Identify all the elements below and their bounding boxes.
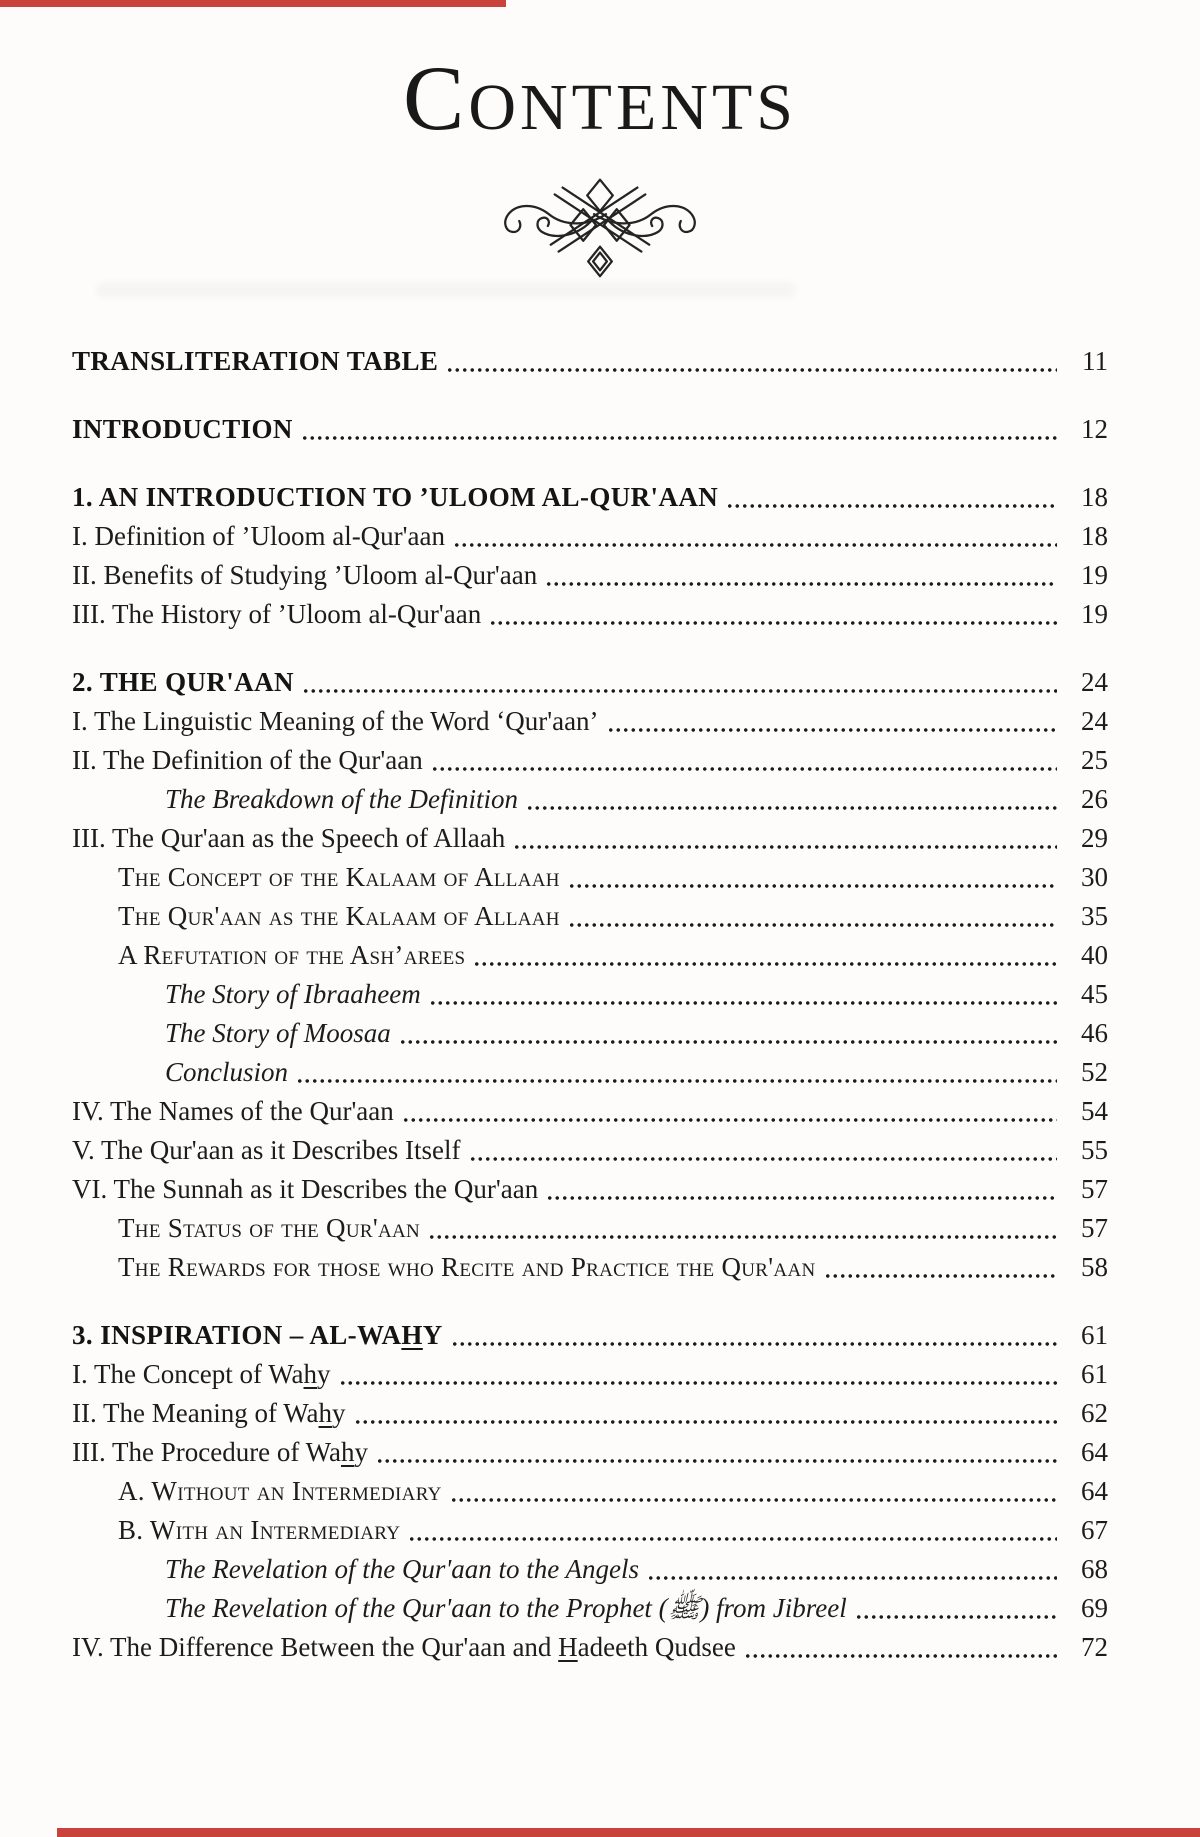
toc-entry [72,702,1108,741]
toc-entry-label: The Qur'aan as the Kalaam of Allaah [118,901,560,931]
dot-leader [568,858,1057,897]
toc-entry [72,1589,1108,1628]
toc-entry-page: 25 [1081,745,1108,775]
page-title-initial: C [402,47,469,149]
toc-entry-page: 57 [1081,1174,1108,1204]
toc-entry-label: The Revelation of the Qur'aan to the Angels [165,1554,639,1584]
toc-entry [72,1053,1108,1092]
dot-leader [339,1355,1057,1394]
toc-entry [72,1092,1108,1131]
toc-entry-label: 2. THE QUR'AAN [72,667,294,697]
toc-entry-page: 46 [1081,1018,1108,1048]
toc-entry-label: B. With an Intermediary [118,1515,401,1545]
toc-entry-label: II. The Definition of the Qur'aan [72,745,423,775]
toc-entry [72,663,1108,702]
toc-entry [72,1394,1108,1433]
dot-leader [647,1550,1057,1589]
dot-leader [451,1316,1057,1355]
toc-entry [72,897,1108,936]
toc-entry-page: 35 [1081,901,1108,931]
dot-leader [744,1628,1057,1667]
toc-entry-page: 67 [1081,1515,1108,1545]
toc-entry-label: II. Benefits of Studying ’Uloom al-Qur'aan [72,560,538,590]
dot-leader [526,780,1057,819]
toc-entry-page: 52 [1081,1057,1108,1087]
toc-entry-page: 12 [1081,414,1108,444]
dot-leader [428,1209,1057,1248]
toc-entry-page: 11 [1082,346,1108,376]
toc-entry [72,1209,1108,1248]
dot-leader [431,741,1057,780]
toc-entry [72,595,1108,634]
ornament-container [0,160,1200,298]
toc-entry-page: 26 [1081,784,1108,814]
toc-entry [72,936,1108,975]
toc-entry [72,858,1108,897]
toc-entry [72,556,1108,595]
toc-entry [72,1014,1108,1053]
toc-entry-label: INTRODUCTION [72,414,293,444]
toc-entry-page: 54 [1081,1096,1108,1126]
toc-entry [72,1170,1108,1209]
toc-entry-page: 30 [1081,862,1108,892]
toc-entry [72,478,1108,517]
toc-entry-label: III. The Procedure of Wahy [72,1437,368,1467]
toc-entry-label: The Status of the Qur'aan [118,1213,421,1243]
dot-leader [473,936,1057,975]
table-of-contents [72,342,1108,1667]
dot-leader [726,478,1057,517]
dot-leader [376,1433,1057,1472]
toc-entry-page: 24 [1081,706,1108,736]
toc-entry-page: 62 [1081,1398,1108,1428]
toc-entry-page: 68 [1081,1554,1108,1584]
toc-entry-page: 61 [1081,1359,1108,1389]
scan-artifact [96,282,796,298]
toc-entry [72,342,1108,381]
toc-entry-label: The Revelation of the Qur'aan to the Prophet (ﷺ) from Jibreel [165,1593,847,1623]
dot-leader [402,1092,1057,1131]
toc-entry-page: 24 [1081,667,1108,697]
toc-entry-label: IV. The Names of the Qur'aan [72,1096,394,1126]
toc-entry-page: 45 [1081,979,1108,1009]
toc-entry-page: 64 [1081,1476,1108,1506]
dot-leader [607,702,1057,741]
toc-entry-label: II. The Meaning of Wahy [72,1398,346,1428]
dot-leader [824,1248,1058,1287]
toc-entry-label: The Story of Ibraaheem [165,979,421,1009]
toc-entry [72,819,1108,858]
dot-leader [399,1014,1057,1053]
toc-entry-page: 69 [1081,1593,1108,1623]
book-cover-edge-bottom [57,1828,1200,1837]
dot-leader [429,975,1057,1014]
toc-entry-page: 18 [1081,482,1108,512]
dot-leader [408,1511,1057,1550]
page-title [0,47,1200,154]
dot-leader [546,1170,1057,1209]
toc-entry-page: 19 [1081,599,1108,629]
dot-leader [301,410,1057,449]
toc-entry-page: 55 [1081,1135,1108,1165]
toc-entry-page: 19 [1081,560,1108,590]
toc-entry-page: 18 [1081,521,1108,551]
toc-entry-label: A Refutation of the Ash’arees [118,940,466,970]
toc-entry [72,410,1108,449]
toc-entry-label: The Concept of the Kalaam of Allaah [118,862,560,892]
dot-leader [489,595,1057,634]
toc-entry-label: III. The History of ’Uloom al-Qur'aan [72,599,482,629]
toc-entry-label: IV. The Difference Between the Qur'aan and Hadeeth Qudsee [72,1632,736,1662]
toc-entry-page: 64 [1081,1437,1108,1467]
dot-leader [354,1394,1057,1433]
toc-entry-page: 29 [1081,823,1108,853]
dot-leader [469,1131,1057,1170]
toc-entry-label: A. Without an Intermediary [118,1476,442,1506]
toc-entry-label: The Story of Moosaa [165,1018,391,1048]
dot-leader [446,342,1057,381]
toc-entry-label: I. The Concept of Wahy [72,1359,331,1389]
dot-leader [296,1053,1057,1092]
toc-entry [72,1433,1108,1472]
toc-entry-label: III. The Qur'aan as the Speech of Allaah [72,823,506,853]
toc-entry-label: 1. AN INTRODUCTION TO ’ULOOM AL-QUR'AAN [72,482,719,512]
toc-entry [72,1550,1108,1589]
dot-leader [450,1472,1057,1511]
toc-entry-label: V. The Qur'aan as it Describes Itself [72,1135,461,1165]
toc-entry-label: TRANSLITERATION TABLE [72,346,439,376]
toc-entry-label: The Rewards for those who Recite and Practice the Qur'aan [118,1252,816,1282]
toc-entry-label: The Breakdown of the Definition [165,784,518,814]
dot-leader [545,556,1057,595]
toc-entry-label: VI. The Sunnah as it Describes the Qur'aan [72,1174,539,1204]
toc-entry-page: 61 [1081,1320,1108,1350]
toc-entry-page: 57 [1081,1213,1108,1243]
toc-entry [72,1472,1108,1511]
toc-entry-page: 72 [1081,1632,1108,1662]
toc-entry [72,780,1108,819]
dot-leader [302,663,1057,702]
dot-leader [513,819,1057,858]
toc-entry [72,741,1108,780]
toc-entry [72,1316,1108,1355]
toc-entry [72,517,1108,556]
book-cover-edge-top [0,0,506,7]
toc-entry [72,1131,1108,1170]
toc-entry-label: I. Definition of ’Uloom al-Qur'aan [72,521,446,551]
dot-leader [855,1589,1057,1628]
toc-entry [72,1511,1108,1550]
dot-leader [568,897,1057,936]
dot-leader [453,517,1057,556]
toc-entry-page: 40 [1081,940,1108,970]
contents-flourish-icon [491,160,709,290]
page-title-rest: ONTENTS [468,71,798,144]
toc-entry [72,1248,1108,1287]
toc-entry [72,1628,1108,1667]
toc-entry-label: 3. INSPIRATION – AL-WAHY [72,1320,443,1350]
toc-entry-page: 58 [1081,1252,1108,1282]
toc-entry-label: I. The Linguistic Meaning of the Word ‘Qur'aan’ [72,706,599,736]
toc-entry [72,975,1108,1014]
toc-entry-label: Conclusion [165,1057,289,1087]
toc-entry [72,1355,1108,1394]
